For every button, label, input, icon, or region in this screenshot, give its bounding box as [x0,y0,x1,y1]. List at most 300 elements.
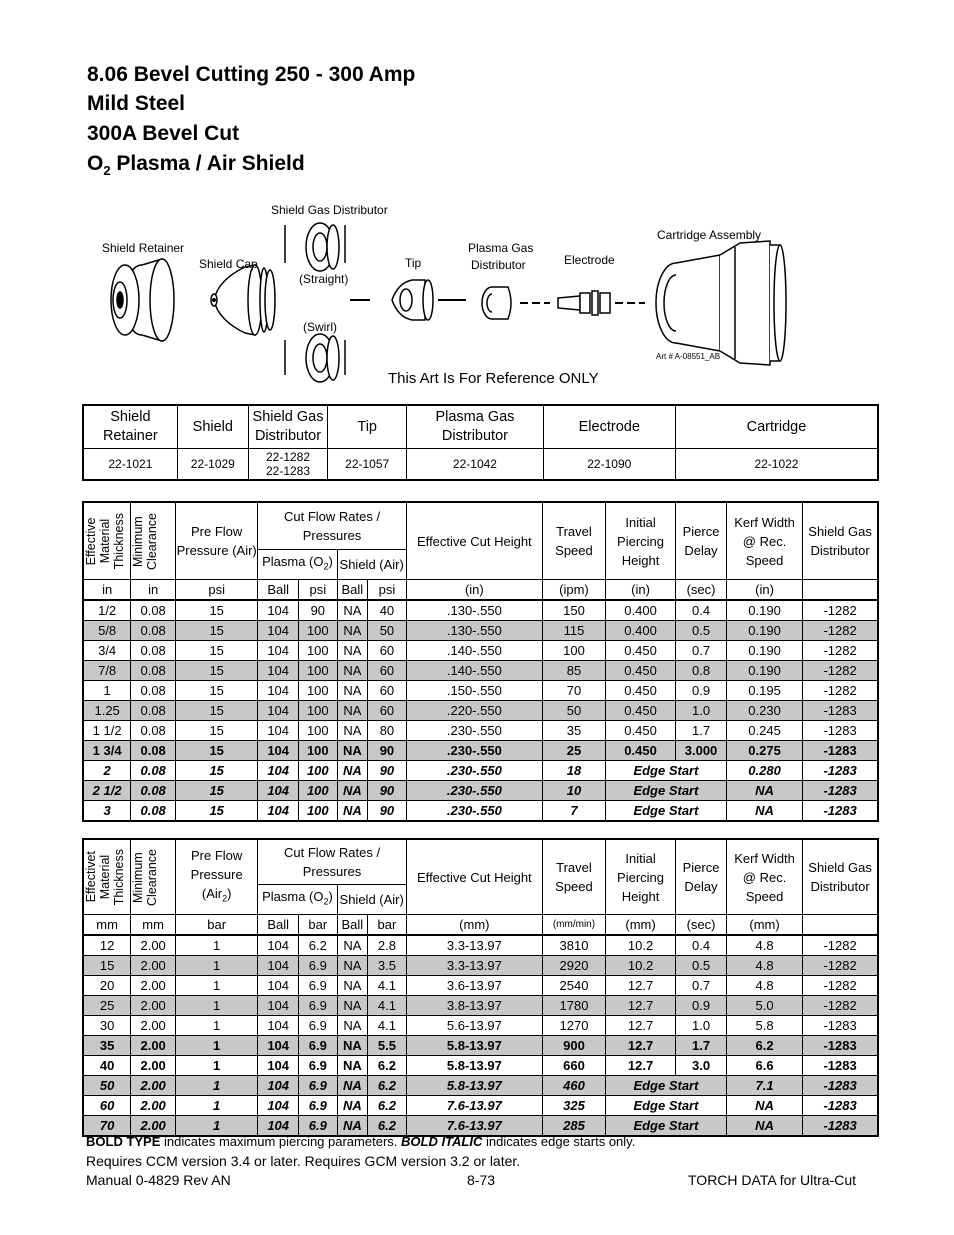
table-cell: Edge Start [605,761,726,781]
header-shield: Shield (Air) [337,885,406,915]
table-cell: 104 [258,1076,299,1096]
table-cell: NA [337,661,367,681]
table-row [83,761,878,781]
table-row [83,721,878,741]
table-cell: -1283 [803,761,878,781]
table-cell: 1 [176,1116,258,1137]
table-cell: 1.7 [676,1036,727,1056]
table-cell: -1282 [803,681,878,701]
table-cell: 6.9 [299,1056,338,1076]
table-cell: 2.00 [131,996,176,1016]
unit: (sec) [676,915,727,936]
table-cell: 4.1 [368,1016,407,1036]
table-cell: 5.5 [368,1036,407,1056]
header-ech: Effective Cut Height [406,502,542,580]
table-cell: 0.275 [726,741,802,761]
label-tip: Tip [405,256,422,270]
header-plasma: Plasma $(O_2)$ [258,549,337,579]
table-cell: -1283 [803,801,878,822]
section-title: 8.06 Bevel Cutting 250 - 300 Amp [87,63,416,86]
parts-table [82,404,879,481]
table-cell: 100 [299,801,338,822]
table-cell: .230-.550 [406,721,542,741]
header-plasma: Plasma $(O_2)$ [258,885,337,915]
table-cell: 0.8 [676,661,727,681]
table-cell: NA [337,956,367,976]
table-cell: 12 [83,935,131,956]
table-cell: .230-.550 [406,781,542,801]
table-cell: 7.6-13.97 [406,1116,542,1137]
table-cell: NA [337,621,367,641]
table-cell: 15 [176,600,258,621]
label-shield-retainer: Shield Retainer [102,241,185,255]
table-cell: NA [337,801,367,822]
table-cell: 15 [83,956,131,976]
table-cell: 104 [258,600,299,621]
parts-header: Electrode [543,405,675,449]
table-cell: 0.4 [676,935,727,956]
table-row [83,641,878,661]
table-row [83,1116,878,1137]
table-cell: 3810 [542,935,605,956]
header-cutflow: Cut Flow Rates / Pressures [258,502,406,549]
table-cell: 6.9 [299,996,338,1016]
header-shield: Shield (Air) [337,549,406,579]
table-cell: .130-.550 [406,600,542,621]
table-cell: 2.00 [131,935,176,956]
material-title: Mild Steel [87,92,186,115]
table-cell: 104 [258,801,299,822]
table-cell: 6.2 [368,1116,407,1137]
table-cell: 660 [542,1056,605,1076]
table-cell: 25 [542,741,605,761]
header-sgd: Shield Gas Distributor [803,502,878,580]
table-cell: 1 [83,681,131,701]
table-cell: Edge Start [605,781,726,801]
table-cell: 7.6-13.97 [406,1096,542,1116]
table-cell: NA [337,1056,367,1076]
table-cell: 0.5 [676,956,727,976]
table-cell: 15 [176,781,258,801]
table-cell: 104 [258,661,299,681]
table-cell: 0.450 [605,681,675,701]
table-cell: 6.9 [299,956,338,976]
consumables-illustration [80,195,880,395]
table-cell: 4.1 [368,976,407,996]
table-cell: 90 [368,781,407,801]
table-cell: Edge Start [605,1096,726,1116]
table-cell: 2.00 [131,1076,176,1096]
table-cell: 5.8-13.97 [406,1036,542,1056]
table-cell: .140-.550 [406,641,542,661]
table-cell: 1 [176,996,258,1016]
label-swirl: (Swirl) [303,320,337,334]
table-cell: 15 [176,761,258,781]
table-cell: 20 [83,976,131,996]
header-row [83,839,878,885]
table-cell: 5.6-13.97 [406,1016,542,1036]
units-row [83,580,878,601]
table-cell: 115 [542,621,605,641]
table-cell: 4.8 [726,976,802,996]
part-number: 22-1021 [83,449,177,481]
unit [803,580,878,601]
table-cell: 0.08 [131,801,176,822]
table-cell: 2.00 [131,1016,176,1036]
table-cell: 1780 [542,996,605,1016]
table-cell: 7/8 [83,661,131,681]
label-electrode: Electrode [564,253,615,267]
table-cell: 15 [176,741,258,761]
label-plasma-gas-distributor-1: Plasma Gas [468,241,534,255]
table-cell: 6.9 [299,1116,338,1137]
table-cell: 1 [176,956,258,976]
unit: in [131,580,176,601]
table-cell: 5/8 [83,621,131,641]
table-cell: 3 [83,801,131,822]
table-cell: -1283 [803,1056,878,1076]
shield-gas-distributor-straight-drawing [285,223,345,271]
table-cell: 60 [368,681,407,701]
table-cell: 0.230 [726,701,802,721]
table-cell: 6.9 [299,1036,338,1056]
table-cell: 104 [258,781,299,801]
table-cell: 0.08 [131,761,176,781]
table-cell: 1 [176,1076,258,1096]
table-cell: 150 [542,600,605,621]
unit: Ball [337,915,367,936]
table-cell: 0.190 [726,641,802,661]
table-cell: 104 [258,956,299,976]
part-number: 22-1022 [675,449,878,481]
table-cell: NA [337,721,367,741]
table-cell: 2.00 [131,956,176,976]
table-cell: 90 [368,761,407,781]
label-shield-cap: Shield Cap [199,257,258,271]
tip-drawing [392,280,466,320]
footer-section: TORCH DATA for Ultra-Cut [688,1172,857,1188]
table-cell: 3.000 [676,741,727,761]
table-row [83,935,878,956]
table-cell: -1282 [803,935,878,956]
table-cell: 5.8-13.97 [406,1056,542,1076]
table-cell: 6.2 [368,1076,407,1096]
table-row [83,801,878,822]
part-number-pair [248,449,327,481]
unit: psi [368,580,407,601]
table-cell: 1 3/4 [83,741,131,761]
table-cell: 104 [258,741,299,761]
table-cell: 4.8 [726,956,802,976]
table-cell: NA [337,1036,367,1056]
table-cell: 1.0 [676,1016,727,1036]
table-cell: 3.3-13.97 [406,956,542,976]
consumables-drawing [80,195,880,395]
table-cell: 1/2 [83,600,131,621]
table-cell: 100 [299,641,338,661]
footer-page-number: 8-73 [467,1172,496,1188]
table-cell: 104 [258,1016,299,1036]
table-cell: 2.8 [368,935,407,956]
part-number: 22-1029 [177,449,248,481]
part-number: 22-1283 [265,464,311,478]
table-cell: -1282 [803,641,878,661]
table-cell: 100 [299,621,338,641]
table-cell: 6.9 [299,1016,338,1036]
unit: in [83,580,131,601]
table-cell: 18 [542,761,605,781]
table-cell: 6.9 [299,976,338,996]
table-cell: -1283 [803,1036,878,1056]
table-cell: 100 [299,761,338,781]
shield-gas-distributor-swirl-drawing [285,334,345,382]
unit: (in) [605,580,675,601]
table-row [83,976,878,996]
table-cell: 0.08 [131,741,176,761]
unit: Ball [337,580,367,601]
table-cell: 0.450 [605,701,675,721]
unit: bar [299,915,338,936]
table-cell: 15 [176,681,258,701]
table-cell: 2920 [542,956,605,976]
table-cell: 2.00 [131,1056,176,1076]
table-cell: 1 [176,1036,258,1056]
unit: bar [368,915,407,936]
table-cell: 460 [542,1076,605,1096]
table-cell: 2.00 [131,1116,176,1137]
table-cell: 12.7 [605,1056,675,1076]
table-cell: 0.08 [131,661,176,681]
table-cell: 6.9 [299,1096,338,1116]
table-row [83,681,878,701]
table-cell: 0.08 [131,681,176,701]
table-cell: 6.2 [368,1096,407,1116]
table-cell: 1 1/2 [83,721,131,741]
table-cell: 900 [542,1036,605,1056]
label-cartridge-assembly: Cartridge Assembly [657,228,762,242]
unit: (mm) [605,915,675,936]
table-cell: NA [337,761,367,781]
table-cell: 0.08 [131,721,176,741]
table-row [83,741,878,761]
table-cell: Edge Start [605,1116,726,1137]
table-cell: 104 [258,996,299,1016]
table-row [83,701,878,721]
table-cell: 7 [542,801,605,822]
part-number: 22-1057 [328,449,407,481]
table-cell: 1 [176,976,258,996]
table-cell: NA [337,976,367,996]
unit: (mm/min) [542,915,605,936]
table-cell: -1282 [803,996,878,1016]
table-row [83,600,878,621]
table-cell: 285 [542,1116,605,1137]
parts-header: Tip [328,405,407,449]
table-cell: 1.0 [676,701,727,721]
table-cell: 90 [368,801,407,822]
table-cell: NA [337,1096,367,1116]
table-cell: 100 [299,661,338,681]
table-cell: 1 [176,1096,258,1116]
table-cell: 10.2 [605,956,675,976]
table-cell: 2.00 [131,1036,176,1056]
table-row [83,661,878,681]
table-cell: 104 [258,701,299,721]
table-row [83,621,878,641]
table-cell: 12.7 [605,976,675,996]
process-title: 300A Bevel Cut [87,122,240,145]
table-cell: 5.8-13.97 [406,1076,542,1096]
table-cell: 0.450 [605,661,675,681]
table-cell: 0.450 [605,741,675,761]
table-cell: 2 [83,761,131,781]
table-cell: 70 [83,1116,131,1137]
table-cell: 3.0 [676,1056,727,1076]
table-cell: 104 [258,641,299,661]
table-cell: 70 [542,681,605,701]
table-cell: 104 [258,621,299,641]
header-kerf: Kerf Width @ Rec. Speed [726,502,802,580]
table-cell: 0.08 [131,600,176,621]
plasma-gas-distributor-drawing [482,287,550,319]
header-kerf: Kerf Width @ Rec. Speed [726,839,802,915]
table-cell: -1283 [803,1116,878,1137]
header-clearance: Minimum Clearance [131,502,176,580]
table-cell: 90 [299,600,338,621]
unit [803,915,878,936]
gas-title: $O_2$ Plasma / Air Shield [87,152,305,179]
footer-manual: Manual 0-4829 Rev AN [86,1172,231,1188]
table-cell: 0.190 [726,600,802,621]
header-pierce-height: Initial Piercing Height [605,839,675,915]
table-row [83,781,878,801]
unit: bar [176,915,258,936]
table-cell: 15 [176,621,258,641]
table-cell: 50 [83,1076,131,1096]
table-cell: 104 [258,1116,299,1137]
table-cell: NA [337,1116,367,1137]
table-cell: 100 [299,681,338,701]
table-cell: 12.7 [605,996,675,1016]
unit: Ball [258,915,299,936]
table-row [83,1076,878,1096]
table-cell: .220-.550 [406,701,542,721]
unit: (ipm) [542,580,605,601]
table-cell: 3.3-13.97 [406,935,542,956]
table-cell: 50 [368,621,407,641]
cut-chart-inch [82,501,879,822]
table-cell: NA [337,701,367,721]
header-pierce-delay: Pierce Delay [676,502,727,580]
table-cell: -1282 [803,661,878,681]
table-cell: -1283 [803,1016,878,1036]
parts-header: Shield Gas Distributor [248,405,327,449]
table-cell: .230-.550 [406,801,542,822]
parts-header: Shield [177,405,248,449]
table-cell: .230-.550 [406,741,542,761]
table-cell: 0.450 [605,721,675,741]
table-cell: 104 [258,1036,299,1056]
table-cell: -1282 [803,956,878,976]
table-cell: 4.1 [368,996,407,1016]
table-cell: 0.195 [726,681,802,701]
table-cell: 0.400 [605,600,675,621]
table-cell: 1 [176,1016,258,1036]
label-plasma-gas-distributor-2: Distributor [471,258,526,272]
table-cell: -1283 [803,1076,878,1096]
table-cell: 3.5 [368,956,407,976]
unit: Ball [258,580,299,601]
table-cell: 0.280 [726,761,802,781]
unit: (mm) [726,915,802,936]
table-cell: 6.2 [368,1056,407,1076]
table-cell: 30 [83,1016,131,1036]
unit: (mm) [406,915,542,936]
header-clearance: Minimum Clearance [131,839,176,915]
requirements-note: Requires CCM version 3.4 or later. Requires GCM version 3.2 or later. [86,1153,521,1169]
table-cell: 2.00 [131,976,176,996]
table-cell: NA [337,1076,367,1096]
table-cell: 60 [368,661,407,681]
table-cell: 0.450 [605,641,675,661]
table-cell: -1283 [803,1096,878,1116]
table-cell: 104 [258,976,299,996]
table-cell: 100 [299,701,338,721]
table-cell: .130-.550 [406,621,542,641]
table-cell: 40 [83,1056,131,1076]
label-shield-gas-distributor: Shield Gas Distributor [271,203,388,217]
table-cell: 25 [83,996,131,1016]
table-cell: 60 [83,1096,131,1116]
table-cell: 6.6 [726,1056,802,1076]
table-cell: 1270 [542,1016,605,1036]
table-cell: 0.9 [676,681,727,701]
shield-cap-drawing [211,265,275,335]
table-cell: 1 [176,1056,258,1076]
unit: psi [176,580,258,601]
table-cell: NA [337,935,367,956]
legend-note: BOLD TYPE indicates maximum piercing parameters. BOLD ITALIC indicates edge starts only. [86,1134,636,1149]
table-cell: 1.7 [676,721,727,741]
table-cell: .150-.550 [406,681,542,701]
cut-chart-metric [82,838,879,1137]
table-cell: NA [337,641,367,661]
electrode-drawing [558,291,645,315]
table-cell: 0.245 [726,721,802,741]
table-cell: 15 [176,661,258,681]
table-cell: Edge Start [605,1076,726,1096]
parts-header: Plasma Gas Distributor [407,405,543,449]
table-cell: 6.2 [299,935,338,956]
table-cell: 0.08 [131,641,176,661]
table-cell: -1283 [803,701,878,721]
table-cell: 15 [176,641,258,661]
label-straight: (Straight) [299,272,349,286]
part-number: 22-1090 [543,449,675,481]
shield-retainer-drawing [111,259,174,341]
header-ech: Effective Cut Height [406,839,542,915]
table-cell: 0.190 [726,661,802,681]
table-cell: 12.7 [605,1016,675,1036]
header-thickness: Effectivet Material Thickness [83,839,131,915]
part-number: 22-1282 [265,450,311,464]
table-cell: 40 [368,600,407,621]
table-cell: NA [337,996,367,1016]
table-cell: 10 [542,781,605,801]
header-speed: Travel Speed [542,502,605,580]
header-pierce-delay: Pierce Delay [676,839,727,915]
table-cell: 85 [542,661,605,681]
